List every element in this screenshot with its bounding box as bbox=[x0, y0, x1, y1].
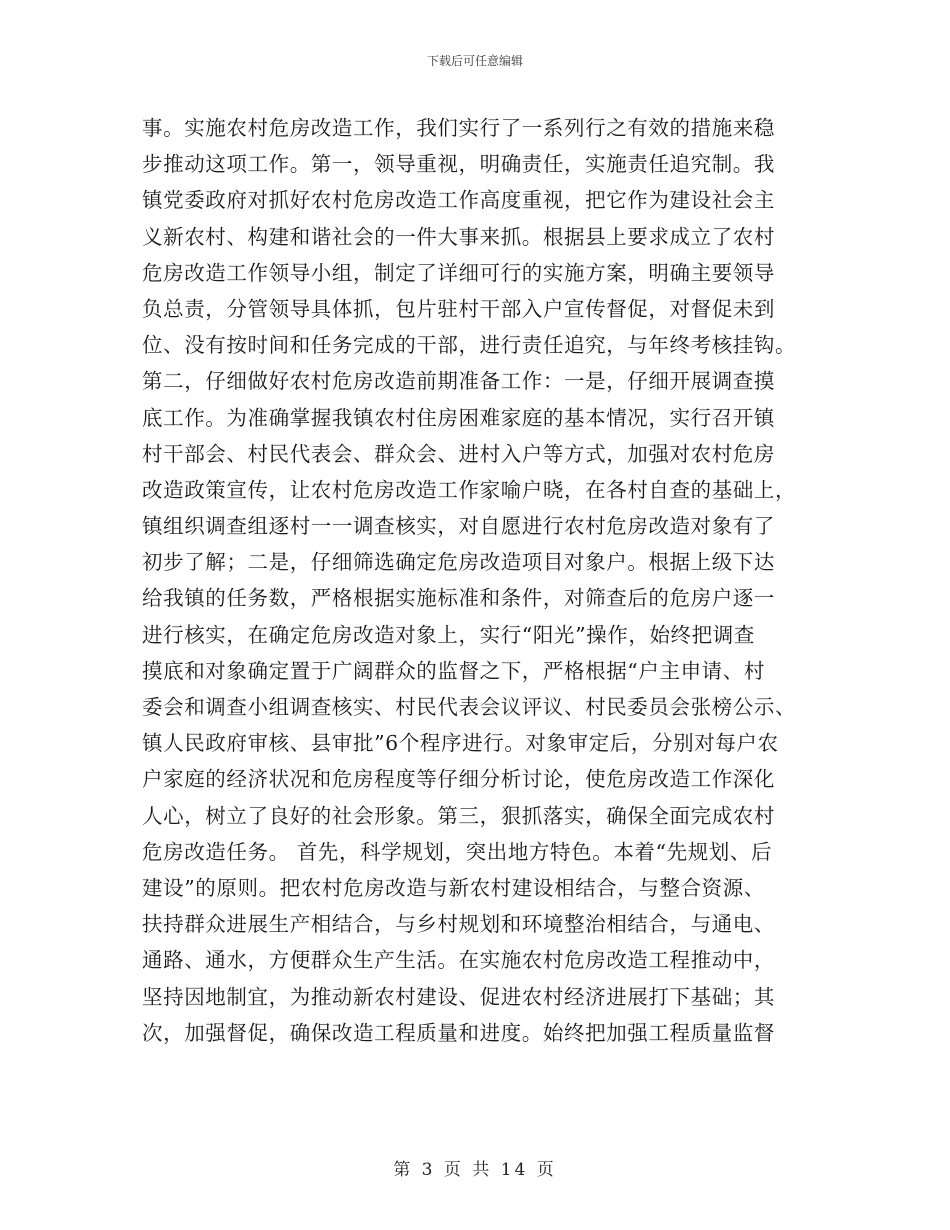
text-line: 建设”的原则。把农村危房改造与新农村建设相结合，与整合资源、 bbox=[142, 875, 765, 900]
text-line: 坚持因地制宜，为推动新农村建设、促进农村经济进展打下基础；其 bbox=[142, 984, 775, 1009]
text-line: 镇人民政府审核、县审批”6个程序进行。对象审定后，分别对每户农 bbox=[142, 731, 779, 756]
text-line: 通路、通水，方便群众生产生活。在实施农村危房改造工程推动中， bbox=[142, 948, 775, 973]
text-line: 改造政策宣传，让农村危房改造工作家喻户晓，在各村自查的基础上， bbox=[142, 477, 797, 502]
page-header: 下载后可任意编辑 bbox=[426, 54, 523, 68]
text-line: 危房改造工作领导小组，制定了详细可行的实施方案，明确主要领导 bbox=[142, 260, 775, 285]
text-line: 位、没有按时间和任务完成的干部，进行责任追究，与年终考核挂钩。 bbox=[142, 333, 797, 358]
text-line: 给我镇的任务数，严格根据实施标准和条件，对筛查后的危房户逐一 bbox=[142, 586, 775, 611]
text-line: 委会和调查小组调查核实、村民代表会议评议、村民委员会张榜公示、 bbox=[142, 695, 797, 719]
text-line: 步推动这项工作。第一，领导重视，明确责任，实施责任追究制。我 bbox=[142, 152, 775, 177]
text-line: 镇党委政府对抓好农村危房改造工作高度重视，把它作为建设社会主 bbox=[142, 188, 775, 213]
text-line: 初步了解；二是，仔细筛选确定危房改造项目对象户。根据上级下达 bbox=[142, 550, 775, 575]
text-line: 镇组织调查组逐村一一调查核实，对自愿进行农村危房改造对象有了 bbox=[142, 514, 775, 539]
text-line: 危房改造任务。 首先，科学规划，突出地方特色。本着“先规划、后 bbox=[142, 839, 773, 864]
page-number: 第 3 页 共 14 页 bbox=[393, 1160, 557, 1180]
text-line: 人心，树立了良好的社会形象。第三，狠抓落实，确保全面完成农村 bbox=[142, 803, 775, 828]
text-line: 摸底和对象确定置于广阔群众的监督之下，严格根据“户主申请、村 bbox=[142, 658, 765, 683]
text-line: 第二，仔细做好农村危房改造前期准备工作：一是，仔细开展调查摸 bbox=[142, 369, 775, 394]
text-line: 负总责，分管领导具体抓，包片驻村干部入户宣传督促，对督促未到 bbox=[142, 296, 775, 321]
body-text bbox=[142, 110, 812, 1051]
text-line: 扶持群众进展生产相结合，与乡村规划和环境整治相结合，与通电、 bbox=[142, 912, 775, 937]
text-line: 次，加强督促，确保改造工程质量和进度。始终把加强工程质量监督 bbox=[142, 1020, 775, 1045]
text-line: 事。实施农村危房改造工作，我们实行了一系列行之有效的措施来稳 bbox=[142, 116, 775, 140]
text-line: 义新农村、构建和谐社会的一件大事来抓。根据县上要求成立了农村 bbox=[142, 224, 775, 249]
text-line: 户家庭的经济状况和危房程度等仔细分析讨论，使危房改造工作深化 bbox=[142, 767, 775, 792]
text-line: 进行核实，在确定危房改造对象上，实行“阳光”操作，始终把调查 bbox=[142, 622, 755, 647]
text-line: 底工作。为准确掌握我镇农村住房困难家庭的基本情况，实行召开镇 bbox=[142, 405, 775, 430]
text-line: 村干部会、村民代表会、群众会、进村入户等方式，加强对农村危房 bbox=[142, 441, 775, 466]
